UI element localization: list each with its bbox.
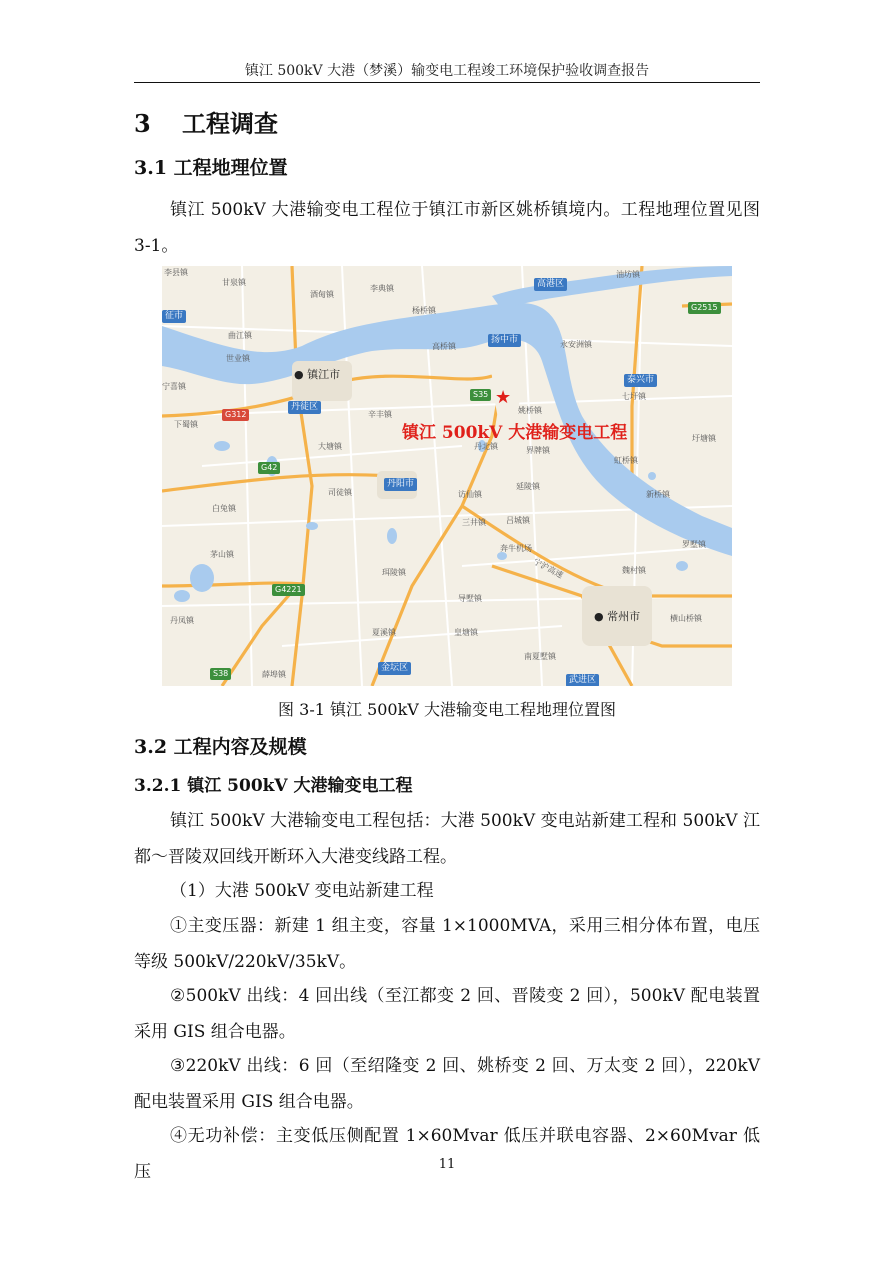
- town-label: 下蜀镇: [174, 420, 198, 429]
- badge-yangzhong: 扬中市: [488, 334, 521, 347]
- paragraph-location: 镇江 500kV 大港输变电工程位于镇江市新区姚桥镇境内。工程地理位置见图 3-1。: [134, 200, 760, 256]
- city-changzhou: ● 常州市: [594, 610, 641, 623]
- town-label: 奔牛机场: [500, 544, 532, 553]
- town-label: 珥陵镇: [382, 568, 406, 577]
- paragraph-500kv-outlet: ②500kV 出线：4 回出线（至江都变 2 回、晋陵变 2 回），500kV 配电装置采用 GIS 组合电器。: [134, 986, 760, 1042]
- town-label: 永安洲镇: [560, 340, 592, 349]
- town-label: 大塘镇: [318, 442, 342, 451]
- town-label: 油坊镇: [616, 270, 640, 279]
- paragraph-transformer: ①主变压器：新建 1 组主变，容量 1×1000MVA，采用三相分体布置，电压等级 500kV/220kV/35kV。: [134, 916, 760, 972]
- town-label: 七圩镇: [622, 392, 646, 401]
- chapter-number: 3: [134, 109, 151, 138]
- town-label: 高桥镇: [432, 342, 456, 351]
- location-map: [162, 266, 732, 686]
- town-label: 茅山镇: [210, 550, 234, 559]
- town-label: 薛埠镇: [262, 670, 286, 679]
- town-label: 罗墅镇: [682, 540, 706, 549]
- town-label: 甘泉镇: [222, 278, 246, 287]
- page-number: 11: [438, 1157, 456, 1172]
- town-label: 魏村镇: [622, 566, 646, 575]
- town-label: 访仙镇: [458, 490, 482, 499]
- town-label: 皇塘镇: [454, 628, 478, 637]
- project-location-marker: ★: [495, 387, 512, 408]
- town-label: 丹凤镇: [170, 616, 194, 625]
- header-rule: [134, 82, 760, 83]
- paragraph-scope: 镇江 500kV 大港输变电工程包括：大港 500kV 变电站新建工程和 500kV 江都～晋陵双回线开断环入大港变线路工程。: [134, 811, 760, 867]
- town-label: 新桥镇: [646, 490, 670, 499]
- town-label: 李典镇: [370, 284, 394, 293]
- subsection-heading-3-2-1: 3.2.1 镇江 500kV 大港输变电工程: [134, 776, 413, 796]
- town-label: 宁沪高速: [531, 557, 565, 581]
- town-label: 李县镇: [164, 268, 188, 277]
- town-label: 曲江镇: [228, 331, 252, 340]
- paragraph-reactive-compensation: ④无功补偿：主变低压侧配置 1×60Mvar 低压并联电容器、2×60Mvar 低压: [134, 1126, 760, 1182]
- badge-g4221: G4221: [272, 584, 305, 596]
- town-label: 吕城镇: [506, 516, 530, 525]
- chapter-heading: [134, 106, 278, 142]
- section-heading-3-2: 3.2 工程内容及规模: [134, 736, 307, 758]
- badge-g42: G42: [258, 462, 280, 474]
- badge-taixing: 泰兴市: [624, 374, 657, 387]
- town-label: 夏溪镇: [372, 628, 396, 637]
- town-label: 横山桥镇: [670, 614, 702, 623]
- map-project-label: 镇江 500kV 大港输变电工程: [402, 423, 628, 443]
- town-label: 三井镇: [462, 518, 486, 527]
- badge-left-edge: 征市: [162, 310, 186, 323]
- town-label: 杨桥镇: [412, 306, 436, 315]
- city-zhenjiang-label: 镇江市: [307, 368, 341, 381]
- badge-gaogang: 高港区: [534, 278, 567, 291]
- town-label: 导墅镇: [458, 594, 482, 603]
- badge-s35: S35: [470, 389, 491, 401]
- paragraph-item-1: （1）大港 500kV 变电站新建工程: [170, 881, 434, 901]
- paragraph-220kv-outlet: ③220kV 出线：6 回（至绍隆变 2 回、姚桥变 2 回、万太变 2 回），220kV 配电装置采用 GIS 组合电器。: [134, 1056, 760, 1112]
- badge-wujin: 武进区: [566, 674, 599, 686]
- town-label: 南夏墅镇: [524, 652, 556, 661]
- badge-g312: G312: [222, 409, 249, 421]
- town-label: 辛丰镇: [368, 410, 392, 419]
- badge-g2515: G2515: [688, 302, 721, 314]
- town-label: 宁喜镇: [162, 382, 186, 391]
- chapter-title: 工程调查: [182, 109, 278, 138]
- figure-caption: 图 3-1 镇江 500kV 大港输变电工程地理位置图: [278, 700, 616, 719]
- town-label: 司徒镇: [328, 488, 352, 497]
- city-changzhou-label: 常州市: [607, 610, 641, 623]
- town-label: 酒甸镇: [310, 290, 334, 299]
- town-label: 圩塘镇: [692, 434, 716, 443]
- running-header: 镇江 500kV 大港（梦溪）输变电工程竣工环境保护验收调查报告: [244, 63, 650, 79]
- town-label: 界牌镇: [526, 446, 550, 455]
- badge-jintan: 金坛区: [378, 662, 411, 675]
- town-label: 姚桥镇: [518, 406, 542, 415]
- town-label: 世业镇: [226, 354, 250, 363]
- badge-danyang: 丹阳市: [384, 478, 417, 491]
- town-label: 白兔镇: [212, 504, 236, 513]
- town-label: 丹北镇: [474, 442, 498, 451]
- section-heading-3-1: 3.1 工程地理位置: [134, 157, 288, 179]
- badge-s38: S38: [210, 668, 231, 680]
- city-zhenjiang: ● 镇江市: [294, 368, 341, 381]
- map-graphic: [162, 266, 732, 686]
- town-label: 虹桥镇: [614, 456, 638, 465]
- badge-dantu: 丹徒区: [288, 401, 321, 414]
- town-label: 延陵镇: [516, 482, 540, 491]
